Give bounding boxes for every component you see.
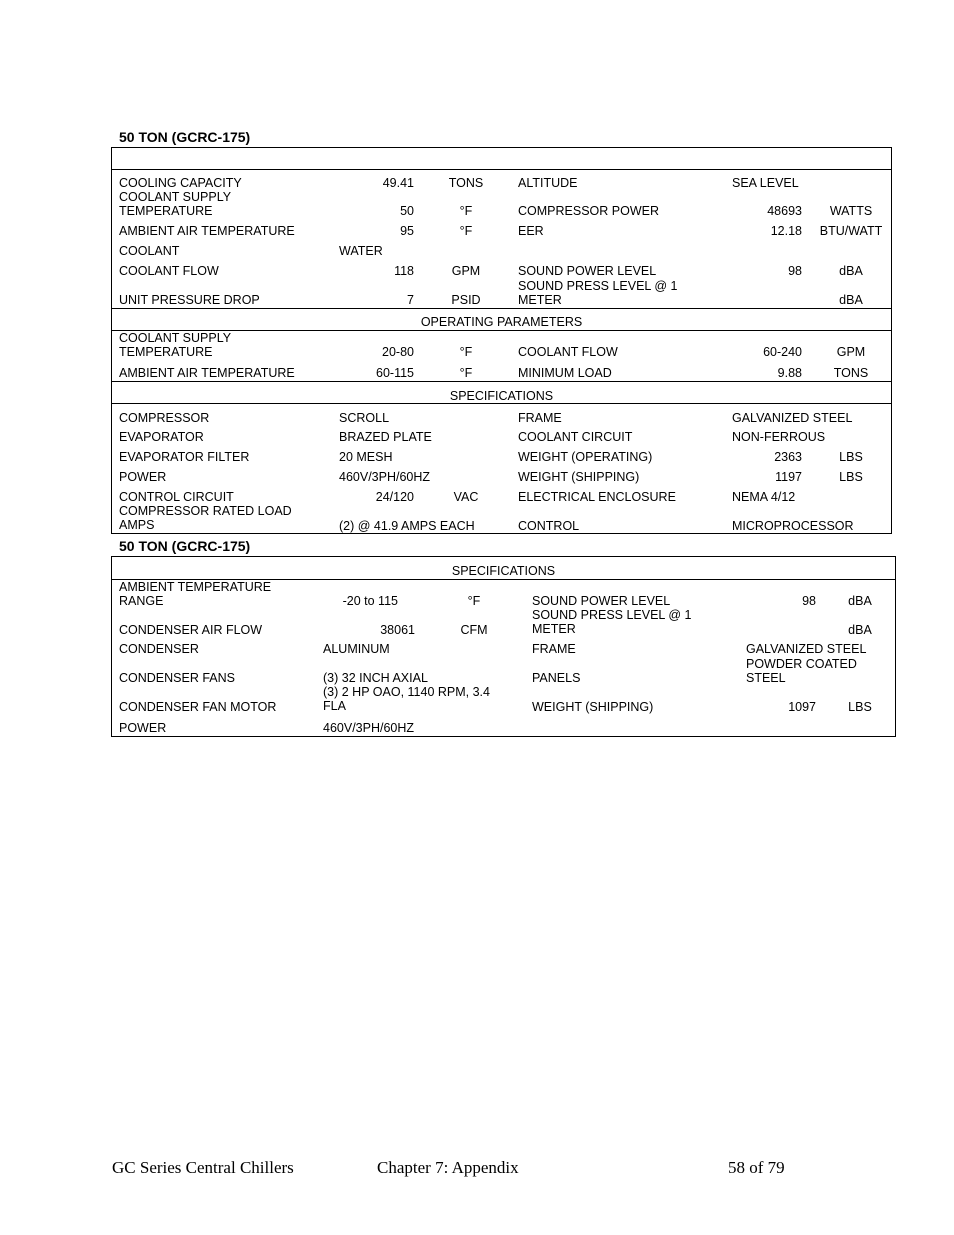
cell-label: EER <box>518 224 544 238</box>
cell-label: AMBIENT AIR TEMPERATURE <box>119 366 295 380</box>
cell-value: 1197 <box>775 470 802 484</box>
cell-unit: GPM <box>836 345 866 359</box>
cell-value: SCROLL <box>339 411 390 425</box>
cell-value: WATER <box>339 244 383 258</box>
cell-unit: GPM <box>451 264 481 278</box>
cell-label: WEIGHT (SHIPPING) <box>518 470 640 484</box>
cell-label: ELECTRICAL ENCLOSURE <box>518 490 676 504</box>
cell-value: -20 to 115 <box>342 594 398 608</box>
cell-label: PANELS <box>532 671 581 685</box>
section-title: 50 TON (GCRC-175) <box>119 538 251 554</box>
cell-unit: LBS <box>839 450 863 464</box>
cell-label: WEIGHT (OPERATING) <box>518 450 653 464</box>
cell-label: COOLING CAPACITY <box>119 176 242 190</box>
cell-value: 20 MESH <box>339 450 393 464</box>
cell-unit: dBA <box>839 264 863 278</box>
cell-value: 60-240 <box>763 345 802 359</box>
cell-label: CONTROL <box>518 519 580 533</box>
cell-value: 60-115 <box>376 366 414 380</box>
cell-label: CONDENSER AIR FLOW <box>119 623 263 637</box>
cell-value: 118 <box>394 264 414 278</box>
cell-label: COOLANT FLOW <box>518 345 618 359</box>
cell-value: 20-80 <box>382 345 414 359</box>
cell-unit: dBA <box>839 293 863 307</box>
cell-value: GALVANIZED STEEL <box>732 411 853 425</box>
cell-value: 98 <box>788 264 802 278</box>
cell-unit: VAC <box>453 490 479 504</box>
cell-value: 50 <box>400 204 414 218</box>
cell-unit: °F <box>459 224 473 238</box>
cell-label: AMBIENT AIR TEMPERATURE <box>119 224 295 238</box>
cell-value: 460V/3PH/60HZ <box>323 721 415 735</box>
footer-chapter: Chapter 7: Appendix <box>377 1158 519 1177</box>
table-divider <box>111 169 892 170</box>
cell-value: (2) @ 41.9 AMPS EACH <box>339 519 475 533</box>
cell-label: SOUND POWER LEVEL <box>518 264 657 278</box>
cell-label: EVAPORATOR FILTER <box>119 450 250 464</box>
cell-label: CONDENSER FANS <box>119 671 235 685</box>
cell-unit: °F <box>459 204 473 218</box>
cell-value: 2363 <box>774 450 802 464</box>
cell-label: FRAME <box>518 411 562 425</box>
cell-label: MINIMUM LOAD <box>518 366 612 380</box>
cell-label: SOUND PRESS LEVEL @ 1 METER <box>518 279 678 307</box>
cell-label: POWER <box>119 721 167 735</box>
cell-unit: dBA <box>848 623 872 637</box>
cell-label: COOLANT FLOW <box>119 264 219 278</box>
cell-unit: LBS <box>848 700 872 714</box>
cell-value: 38061 <box>380 623 415 637</box>
cell-label: CONTROL CIRCUIT <box>119 490 234 504</box>
cell-unit: WATTS <box>829 204 873 218</box>
cell-value: 48693 <box>767 204 802 218</box>
cell-unit: °F <box>467 594 481 608</box>
cell-label: SOUND POWER LEVEL <box>532 594 671 608</box>
cell-value: 98 <box>802 594 816 608</box>
cell-label: CONDENSER FAN MOTOR <box>119 700 277 714</box>
cell-value: (3) 2 HP OAO, 1140 RPM, 3.4 FLA <box>323 685 490 713</box>
cell-unit: °F <box>459 345 473 359</box>
cell-unit: BTU/WATT <box>819 224 883 238</box>
cell-value: MICROPROCESSOR <box>732 519 854 533</box>
cell-unit: LBS <box>839 470 863 484</box>
cell-value: NEMA 4/12 <box>732 490 796 504</box>
cell-label: EVAPORATOR <box>119 430 204 444</box>
cell-label: CONDENSER <box>119 642 199 656</box>
cell-label: WEIGHT (SHIPPING) <box>532 700 654 714</box>
cell-label: COMPRESSOR POWER <box>518 204 659 218</box>
cell-unit: TONS <box>448 176 484 190</box>
table-divider <box>111 381 892 382</box>
cell-value: 95 <box>400 224 414 238</box>
cell-unit: PSID <box>451 293 481 307</box>
cell-unit: dBA <box>848 594 872 608</box>
cell-value: BRAZED PLATE <box>339 430 432 444</box>
cell-value: SEA LEVEL <box>732 176 799 190</box>
cell-value: ALUMINUM <box>323 642 390 656</box>
cell-label: COOLANT <box>119 244 180 258</box>
cell-unit: TONS <box>833 366 869 380</box>
cell-value: NON-FERROUS <box>732 430 826 444</box>
cell-value: POWDER COATED STEEL <box>746 657 857 685</box>
cell-label: POWER <box>119 470 167 484</box>
cell-label: COOLANT SUPPLY TEMPERATURE <box>119 190 232 218</box>
cell-value: GALVANIZED STEEL <box>746 642 867 656</box>
specifications-header: SPECIFICATIONS <box>449 389 554 403</box>
table-divider <box>111 308 892 309</box>
cell-value: (3) 32 INCH AXIAL <box>323 671 428 685</box>
operating-parameters-header: OPERATING PARAMETERS <box>420 315 583 329</box>
cell-label: SOUND PRESS LEVEL @ 1 METER <box>532 608 692 636</box>
cell-label: COMPRESSOR <box>119 411 210 425</box>
cell-label: FRAME <box>532 642 576 656</box>
footer-document-title: GC Series Central Chillers <box>112 1158 294 1177</box>
cell-label: UNIT PRESSURE DROP <box>119 293 260 307</box>
cell-value: 1097 <box>788 700 816 714</box>
table-divider <box>111 403 892 404</box>
cell-value: 12.18 <box>770 224 802 238</box>
cell-unit: CFM <box>460 623 488 637</box>
cell-unit: °F <box>459 366 473 380</box>
cell-value: 24/120 <box>375 490 414 504</box>
specifications-header: SPECIFICATIONS <box>451 564 556 578</box>
cell-value: 7 <box>407 293 414 307</box>
cell-label: AMBIENT TEMPERATURE RANGE <box>119 580 272 608</box>
cell-label: COOLANT CIRCUIT <box>518 430 633 444</box>
cell-value: 9.88 <box>777 366 802 380</box>
cell-label: ALTITUDE <box>518 176 578 190</box>
footer-page-number: 58 of 79 <box>728 1158 785 1177</box>
cell-label: COMPRESSOR RATED LOAD AMPS <box>119 504 292 532</box>
cell-label: COOLANT SUPPLY TEMPERATURE <box>119 331 232 359</box>
cell-value: 49.41 <box>382 176 414 190</box>
cell-value: 460V/3PH/60HZ <box>339 470 431 484</box>
section-title: 50 TON (GCRC-175) <box>119 129 251 145</box>
